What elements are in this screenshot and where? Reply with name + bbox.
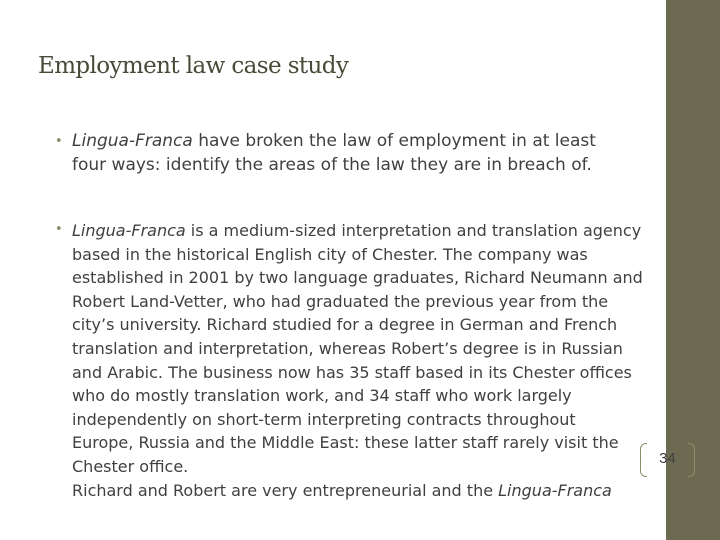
bullet-2-line-1 — [72, 219, 645, 243]
company-name: Lingua-Franca — [72, 221, 186, 240]
bullet-2-line-9: independently on short-term interpreting contracts throughout — [72, 409, 576, 429]
bullet-1 — [55, 129, 645, 177]
bullet-1-line-2: four ways: identify the areas of the law they are in breach of. — [72, 155, 592, 175]
bullet-dot: • — [55, 134, 63, 149]
page-number: 34 — [659, 450, 676, 467]
bullet-2-line-11: Chester office. — [72, 456, 189, 476]
line-text: have broken the law of employment in at least — [192, 131, 596, 151]
bullet-1-text — [72, 129, 645, 177]
bullet-2-line-4: Robert Land-Vetter, who had graduated the previous year from the — [72, 291, 609, 311]
bullet-2-text — [72, 219, 645, 502]
company-name: Lingua-Franca — [498, 480, 612, 500]
company-name: Lingua-Franca — [72, 131, 193, 151]
bullet-2-line-2: based in the historical English city of Chester. The company was — [72, 244, 588, 264]
bullet-1-line-1 — [72, 129, 645, 153]
bullet-2-line-5: city’s university. Richard studied for a degree in German and French — [72, 315, 618, 335]
line-text: is a medium-sized interpretation and translation agency — [185, 221, 642, 240]
page-number-box — [640, 443, 695, 477]
bullet-2-line-10: Europe, Russia and the Middle East: these latter staff rarely visit the — [72, 433, 619, 453]
slide-title: Employment law case study — [38, 53, 349, 79]
bullet-2-line-12 — [72, 479, 645, 503]
bullet-dot: • — [55, 222, 63, 237]
line-text: Richard and Robert are very entrepreneurial and the — [72, 480, 499, 500]
bullet-2 — [55, 219, 645, 502]
bullet-2-line-6: translation and interpretation, whereas Robert’s degree is in Russian — [72, 338, 623, 358]
bullet-2-line-3: established in 2001 by two language graduates, Richard Neumann and — [72, 268, 643, 288]
bullet-2-line-7: and Arabic. The business now has 35 staff based in its Chester offices — [72, 362, 632, 382]
bullet-2-line-8: who do mostly translation work, and 34 staff who work largely — [72, 386, 572, 406]
